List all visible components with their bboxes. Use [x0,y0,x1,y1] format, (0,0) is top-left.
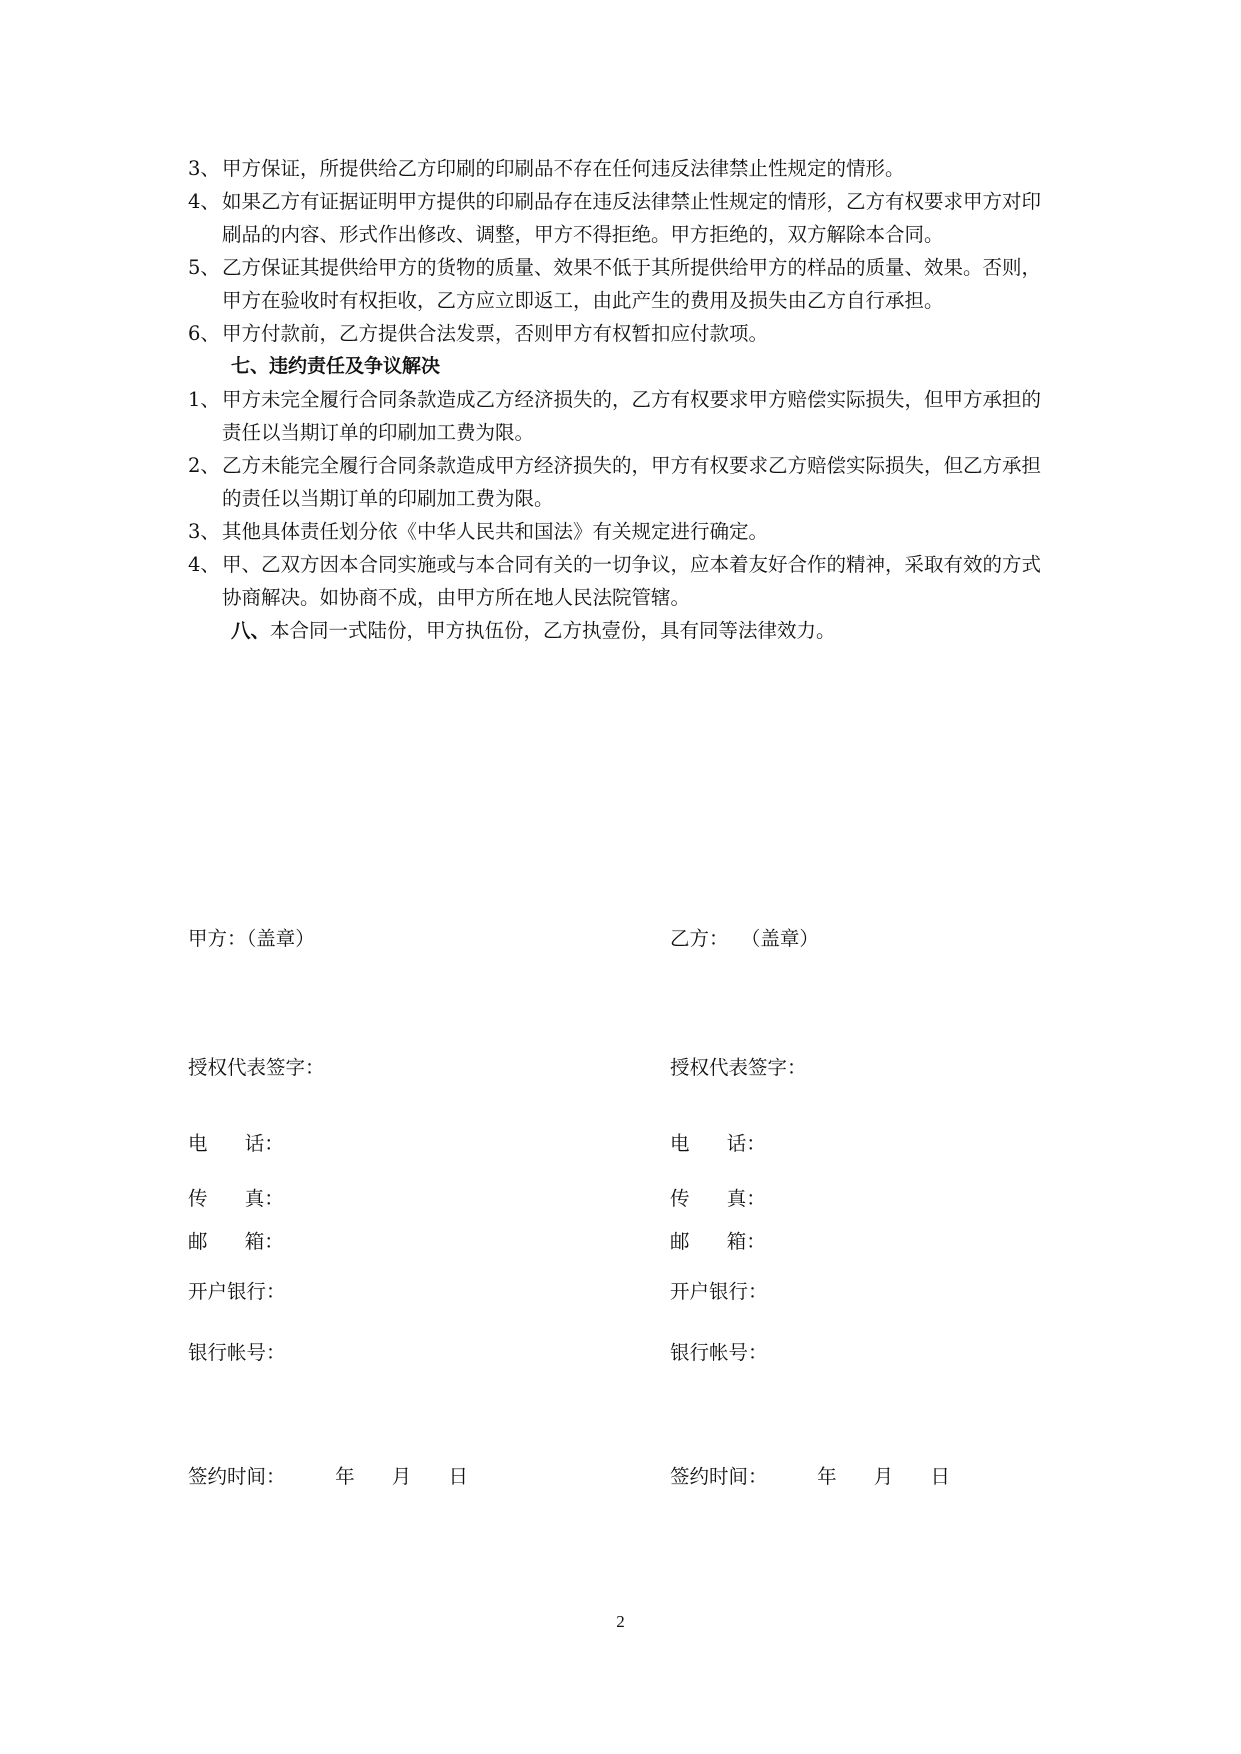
clause-number: 4、 [188,190,220,213]
section-8-label: 八、 [231,619,271,642]
party-a-fax: 传 真： [188,1187,284,1210]
section-7-list [188,383,1060,614]
clause-number: 1、 [188,388,220,411]
section-6-item-1 [188,152,1060,185]
section-7-item-3 [188,515,1060,548]
section-7-item-4 [188,548,1060,614]
party-a-title: 甲方：（盖章） [188,927,315,950]
clause-number: 3、 [188,157,220,180]
contract-clauses [188,152,1060,647]
section-6-item-4 [188,317,1060,350]
party-b-representative: 授权代表签字： [670,1056,807,1079]
section-8-text: 本合同一式陆份，甲方执伍份，乙方执壹份，具有同等法律效力。 [270,619,836,642]
party-a-account: 银行帐号： [188,1341,286,1364]
section-7-heading: 七、违约责任及争议解决 [231,355,441,377]
clause-text: 甲方保证，所提供给乙方印刷的印刷品不存在任何违反法律禁止性规定的情形。 [222,157,905,180]
section-6-list [188,152,1060,350]
page-number: 2 [616,1612,625,1631]
party-b-phone: 电 话： [670,1132,766,1155]
party-b-title: 乙方： （盖章） [670,927,819,950]
party-a-email: 邮 箱： [188,1230,284,1253]
clause-text: 甲方付款前，乙方提供合法发票，否则甲方有权暂扣应付款项。 [222,322,769,345]
clause-number: 2、 [188,454,220,477]
party-b-bank: 开户银行： [670,1280,768,1303]
clause-text: 如果乙方有证据证明甲方提供的印刷品存在违反法律禁止性规定的情形，乙方有权要求甲方对印刷品的内容、形式作出修改、调整，甲方不得拒绝。甲方拒绝的，双方解除本合同。 [222,190,1042,246]
clause-number: 3、 [188,520,220,543]
clause-number: 5、 [188,256,220,279]
section-7-item-1 [188,383,1060,449]
party-b-account: 银行帐号： [670,1341,768,1364]
clause-text: 乙方保证其提供给甲方的货物的质量、效果不低于其所提供给甲方的样品的质量、效果。否则，甲方在验收时有权拒收，乙方应立即返工，由此产生的费用及损失由乙方自行承担。 [222,256,1042,312]
section-6-item-3 [188,251,1060,317]
clause-text: 甲方未完全履行合同条款造成乙方经济损失的，乙方有权要求甲方赔偿实际损失，但甲方承担的责任以当期订单的印刷加工费为限。 [222,388,1042,444]
party-a-phone: 电 话： [188,1132,284,1155]
party-a-representative: 授权代表签字： [188,1056,325,1079]
clause-text: 乙方未能完全履行合同条款造成甲方经济损失的，甲方有权要求乙方赔偿实际损失，但乙方承担的责任以当期订单的印刷加工费为限。 [222,454,1042,510]
section-6-item-2 [188,185,1060,251]
party-a-bank: 开户银行： [188,1280,286,1303]
party-b-date: 签约时间： 年 月 日 [670,1465,950,1488]
section-7-item-2 [188,449,1060,515]
clause-text: 其他具体责任划分依《中华人民共和国法》有关规定进行确定。 [222,520,769,543]
clause-text: 甲、乙双方因本合同实施或与本合同有关的一切争议，应本着友好合作的精神，采取有效的方式协商解决。如协商不成，由甲方所在地人民法院管辖。 [222,553,1042,609]
clause-number: 4、 [188,553,220,576]
party-a-date: 签约时间： 年 月 日 [188,1465,468,1488]
party-b-fax: 传 真： [670,1187,766,1210]
section-8-clause [188,614,1060,647]
party-b-email: 邮 箱： [670,1230,766,1253]
clause-number: 6、 [188,322,220,345]
